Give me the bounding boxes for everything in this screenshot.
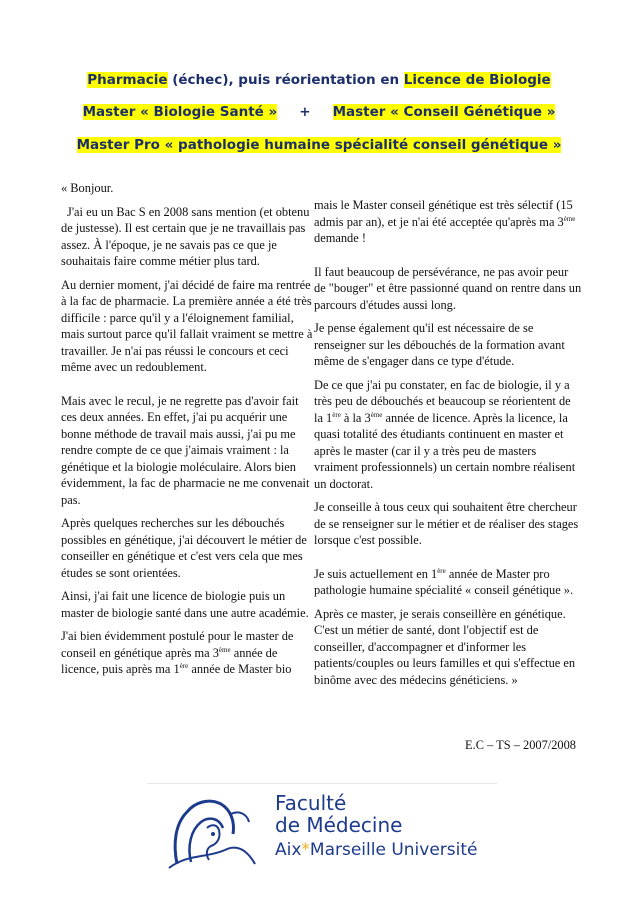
constat-text-c: année de licence. Après la licence, la quasi totalité des étudiants continuent en master et après le master (car il y a très peu de masters vraiment professionnels) un certain nombre réalisent un doctorat. <box>314 410 576 491</box>
paragraph-constat <box>314 377 582 493</box>
logo-marseille: Marseille Université <box>309 840 478 860</box>
paragraph-recherches: Après quelques recherches sur les débouchés possibles en génétique, j'ai découvert le métier de conseiller en génétique et c'est vers cela que mes études se sont orientées. <box>61 516 307 580</box>
selectif-sup: ème <box>563 214 576 223</box>
postule-text-b: année de licence, puis après ma 1 <box>61 645 278 676</box>
faculty-emblem-icon <box>147 784 267 870</box>
paragraph-chercheur: Je conseille à tous ceux qui souhaitent être chercheur de se renseigner sur le métier et de réaliser des stages lorsque c'est possible. <box>314 500 579 547</box>
header-line-1 <box>0 72 638 88</box>
constat-text-b: à la 3 <box>340 410 371 425</box>
constat-sup-1: ère <box>332 410 341 419</box>
greeting: « Bonjour. <box>61 181 114 195</box>
header-highlight-master-biologie: Master « Biologie Santé » <box>82 104 278 120</box>
header-plus: + <box>299 104 311 120</box>
signature: E.C – TS – 2007/2008 <box>465 738 576 752</box>
header-highlight-master-pro: Master Pro « pathologie humaine spécialité conseil génétique » <box>76 137 562 153</box>
postule-text-a: J'ai bien évidemment postulé pour le master de conseil en génétique après ma 3 <box>61 629 294 660</box>
logo-aix: Aix <box>275 840 302 860</box>
paragraph-apres-master: Après ce master, je serais conseillère en génétique. C'est un métier de santé, dont l'objectif est de conseiller, d'accompagner et d'informer les patients/couples ou leurs familles et qui s'effectue en binôme avec des médecins généticiens. » <box>314 606 576 687</box>
paragraph-bac: J'ai eu un Bac S en 2008 sans mention (et obtenu de justesse). Il est certain que je ne travaillais pas assez. À l'époque, je ne savais pas ce que je souhaitais faire comme métier plus tard. <box>61 204 310 268</box>
paragraph-licence: Ainsi, j'ai fait une licence de biologie puis un master de biologie santé dans une autre académie. <box>61 589 309 620</box>
actuellement-text-b: année de Master pro pathologie humaine spécialité « conseil génétique ». <box>314 566 574 597</box>
paragraph-actuellement <box>314 566 582 599</box>
header-highlight-pharmacie: Pharmacie <box>87 72 168 88</box>
logo-star-icon: * <box>301 840 310 860</box>
header-highlight-master-conseil: Master « Conseil Génétique » <box>332 104 556 120</box>
selectif-text-a: mais le Master conseil génétique est très sélectif (15 admis par an), et je n'ai été acceptée qu'après ma 3 <box>314 198 573 229</box>
logo-line-medecine: de Médecine <box>275 813 403 837</box>
constat-sup-2: ème <box>370 410 383 419</box>
postule-sup-1: ème <box>218 645 231 654</box>
postule-text-c: année de Master bio <box>188 662 292 676</box>
paragraph-selectif <box>314 197 582 247</box>
logo-line-faculte: Faculté <box>275 791 347 815</box>
selectif-text-b: demande ! <box>314 231 366 245</box>
header-line-2 <box>0 104 638 120</box>
right-column <box>314 197 582 695</box>
paragraph-recul: Mais avec le recul, je ne regrette pas d'avoir fait ces deux années. En effet, j'ai pu acquérir une bonne méthode de travail mais aussi, j'ai pu me rendre compte de ce que j'aimais vraiment : la génétique et la biologie moléculaire. Alors bien évidemment, la fac de pharmacie ne me convenait pas. <box>61 393 310 507</box>
paragraph-postule <box>61 628 315 678</box>
header-text-reorientation: (échec), puis réorientation en <box>167 72 404 88</box>
paragraph-perseverance: Il faut beaucoup de persévérance, ne pas avoir peur de "bouger" et être passionné quand on rentre dans un parcours d'études aussi long. <box>314 264 582 312</box>
header-highlight-licence: Licence de Biologie <box>403 72 551 88</box>
paragraph-renseigner: Je pense également qu'il est nécessaire de se renseigner sur les débouchés de la formation avant même de s'engager dans ce type d'étude. <box>314 321 565 368</box>
constat-text-a: De ce que j'ai pu constater, en fac de biologie, il y a très peu de débouchés et beaucoup se réorientent de la 1 <box>314 377 571 425</box>
header-line-3 <box>0 137 638 153</box>
faculty-logo <box>147 783 497 870</box>
actuellement-text-a: Je suis actuellement en 1 <box>314 566 438 581</box>
paragraph-pharmacie: Au dernier moment, j'ai décidé de faire ma rentrée à la fac de pharmacie. La première année a été très difficile : parce qu'il y a l'éloignement familial, mais surtout parce qu'il fallait vraiment se mettre à travailler. Je n'ai pas réussi le concours et ceci même avec un redoublement. <box>61 277 313 374</box>
postule-sup-2: ère <box>179 661 189 670</box>
left-column <box>61 180 315 685</box>
logo-line-university <box>275 840 478 860</box>
actuellement-sup: ère <box>437 566 446 575</box>
